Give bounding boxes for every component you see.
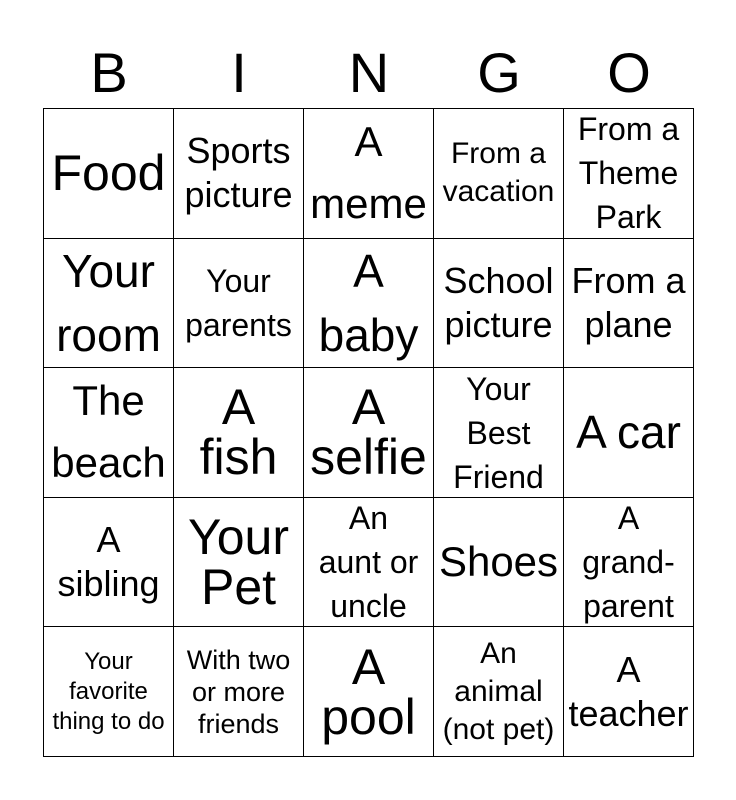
bingo-cell[interactable] [44,368,174,498]
cell-text: Your parents [185,262,292,343]
cell-text: Your Best Friend [453,370,544,495]
bingo-header [44,40,694,106]
bingo-cell[interactable] [564,498,694,628]
bingo-cell[interactable] [564,109,694,239]
bingo-cell[interactable] [304,498,434,628]
bingo-cell[interactable] [304,368,434,498]
bingo-cell[interactable] [434,109,564,239]
bingo-cell[interactable] [434,368,564,498]
bingo-cell[interactable] [44,239,174,369]
bingo-cell[interactable] [174,239,304,369]
bingo-cell[interactable] [44,498,174,628]
bingo-cell[interactable] [304,239,434,369]
bingo-cell[interactable] [434,627,564,757]
bingo-cell[interactable] [304,627,434,757]
cell-text: School picture [443,259,554,345]
header-letter-b: B [90,41,128,104]
cell-text: A car [576,406,681,459]
cell-text: Food [51,145,166,202]
bingo-cell[interactable] [44,627,174,757]
bingo-cell[interactable] [434,239,564,369]
header-letter-n: N [348,41,390,104]
bingo-cell[interactable] [564,368,694,498]
cell-text: From a Theme Park [577,111,680,236]
bingo-cell[interactable] [44,109,174,239]
cell-text: The beach [51,377,166,487]
cell-text: A selfie [310,379,427,486]
header-letter-g: G [477,41,521,104]
cell-text: A fish [199,379,278,486]
cell-text: An animal (not pet) [442,636,555,746]
bingo-cell[interactable] [434,498,564,628]
cell-text: A meme [310,118,427,228]
cell-text: A teacher [568,648,689,734]
cell-text: An aunt or uncle [318,500,419,625]
cell-text: Shoes [438,538,559,586]
cell-text: Sports picture [184,130,293,216]
bingo-cell[interactable] [564,239,694,369]
bingo-board [43,108,694,757]
bingo-cell[interactable] [174,498,304,628]
header-letter-o: O [607,41,651,104]
cell-text: A pool [321,638,416,745]
cell-text: From a plane [571,259,686,345]
bingo-cell[interactable] [564,627,694,757]
bingo-cell[interactable] [174,368,304,498]
cell-text: A grand- parent [582,500,675,625]
cell-text: With two or more friends [186,644,291,739]
bingo-cell[interactable] [174,109,304,239]
header-letter-i: I [231,41,247,104]
cell-text: Your favorite thing to do [52,647,165,735]
cell-text: From a vacation [442,137,555,209]
cell-text: Your Pet [187,509,290,616]
cell-text: A baby [318,244,419,361]
cell-text: Your room [56,244,161,361]
bingo-cell[interactable] [174,627,304,757]
bingo-cell[interactable] [304,109,434,239]
cell-text: A sibling [57,519,160,605]
